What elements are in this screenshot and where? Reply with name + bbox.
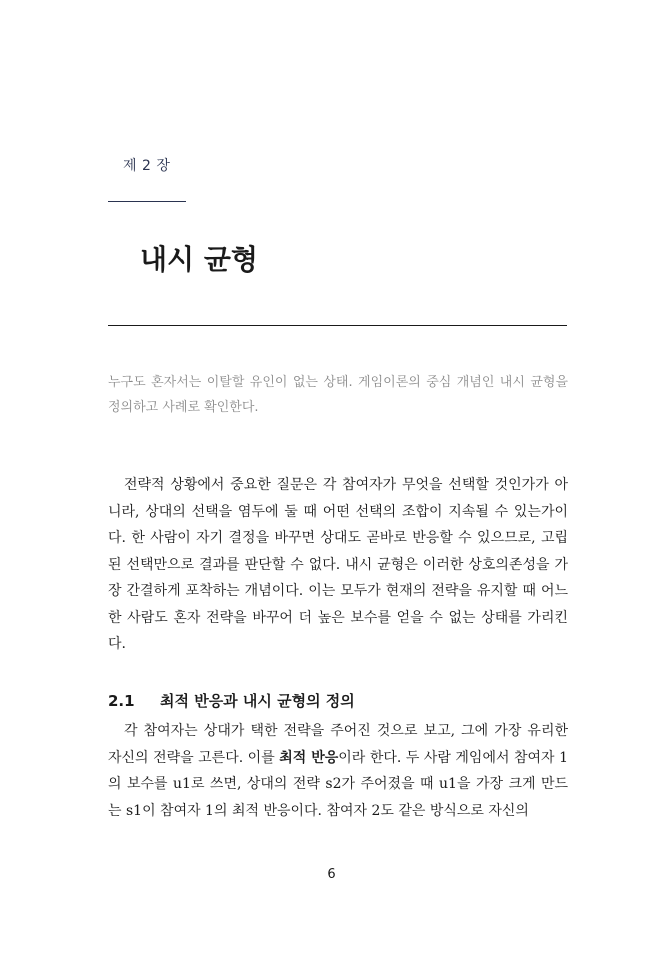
chapter-divider-short <box>108 201 186 202</box>
body-paragraph: 전략적 상황에서 중요한 질문은 각 참여자가 무엇을 선택할 것인가가 아니라, 상대의 선택을 염두에 둘 때 어떤 선택의 조합이 지속될 수 있는가이다. 한 사람이 자기 결정을 바꾸면 상대도 곧바로 반응할 수 있으므로, 고립된 선택만으로 결과를 판단할 수 없다. 내시 균형은 이러한 상호의존성을 가장 간결하게 포착하는 개념이다. 이는 모두가 현재의 전략을 유지할 때 어느 한 사람도 혼자 전략을 바꾸어 더 높은 보수를 얻을 수 없는 상태를 가리킨다. <box>108 477 568 652</box>
chapter-title: 내시 균형 <box>140 243 258 276</box>
section-title: 최적 반응과 내시 균형의 정의 <box>160 692 355 710</box>
section-heading <box>108 690 355 711</box>
section-number: 2.1 <box>108 692 135 710</box>
chapter-abstract: 누구도 혼자서는 이탈할 유인이 없는 상태. 게임이론의 중심 개념인 내시 균형을 정의하고 사례로 확인한다. <box>108 375 568 415</box>
key-term: 최적 반응 <box>279 749 339 766</box>
page-number: 6 <box>327 867 336 882</box>
section-paragraph <box>108 718 568 824</box>
chapter-label: 제 2 장 <box>123 158 171 174</box>
section-paragraph-text-continued: 이라 한다. 두 사람 게임에서 참여자 1의 보수를 u1로 쓰면, 상대의 전략 s2가 주어졌을 때 u1을 가장 크게 만드는 s1이 참여자 1의 최적 반응이다. 참여자 2도 같은 방식으로 자신의 <box>108 749 568 819</box>
chapter-divider <box>108 325 567 326</box>
section-paragraph-text: 각 참여자는 상대가 택한 전략을 주어진 것으로 보고, 그에 가장 유리한 자신의 전략을 고른다. 이를 <box>108 723 568 766</box>
